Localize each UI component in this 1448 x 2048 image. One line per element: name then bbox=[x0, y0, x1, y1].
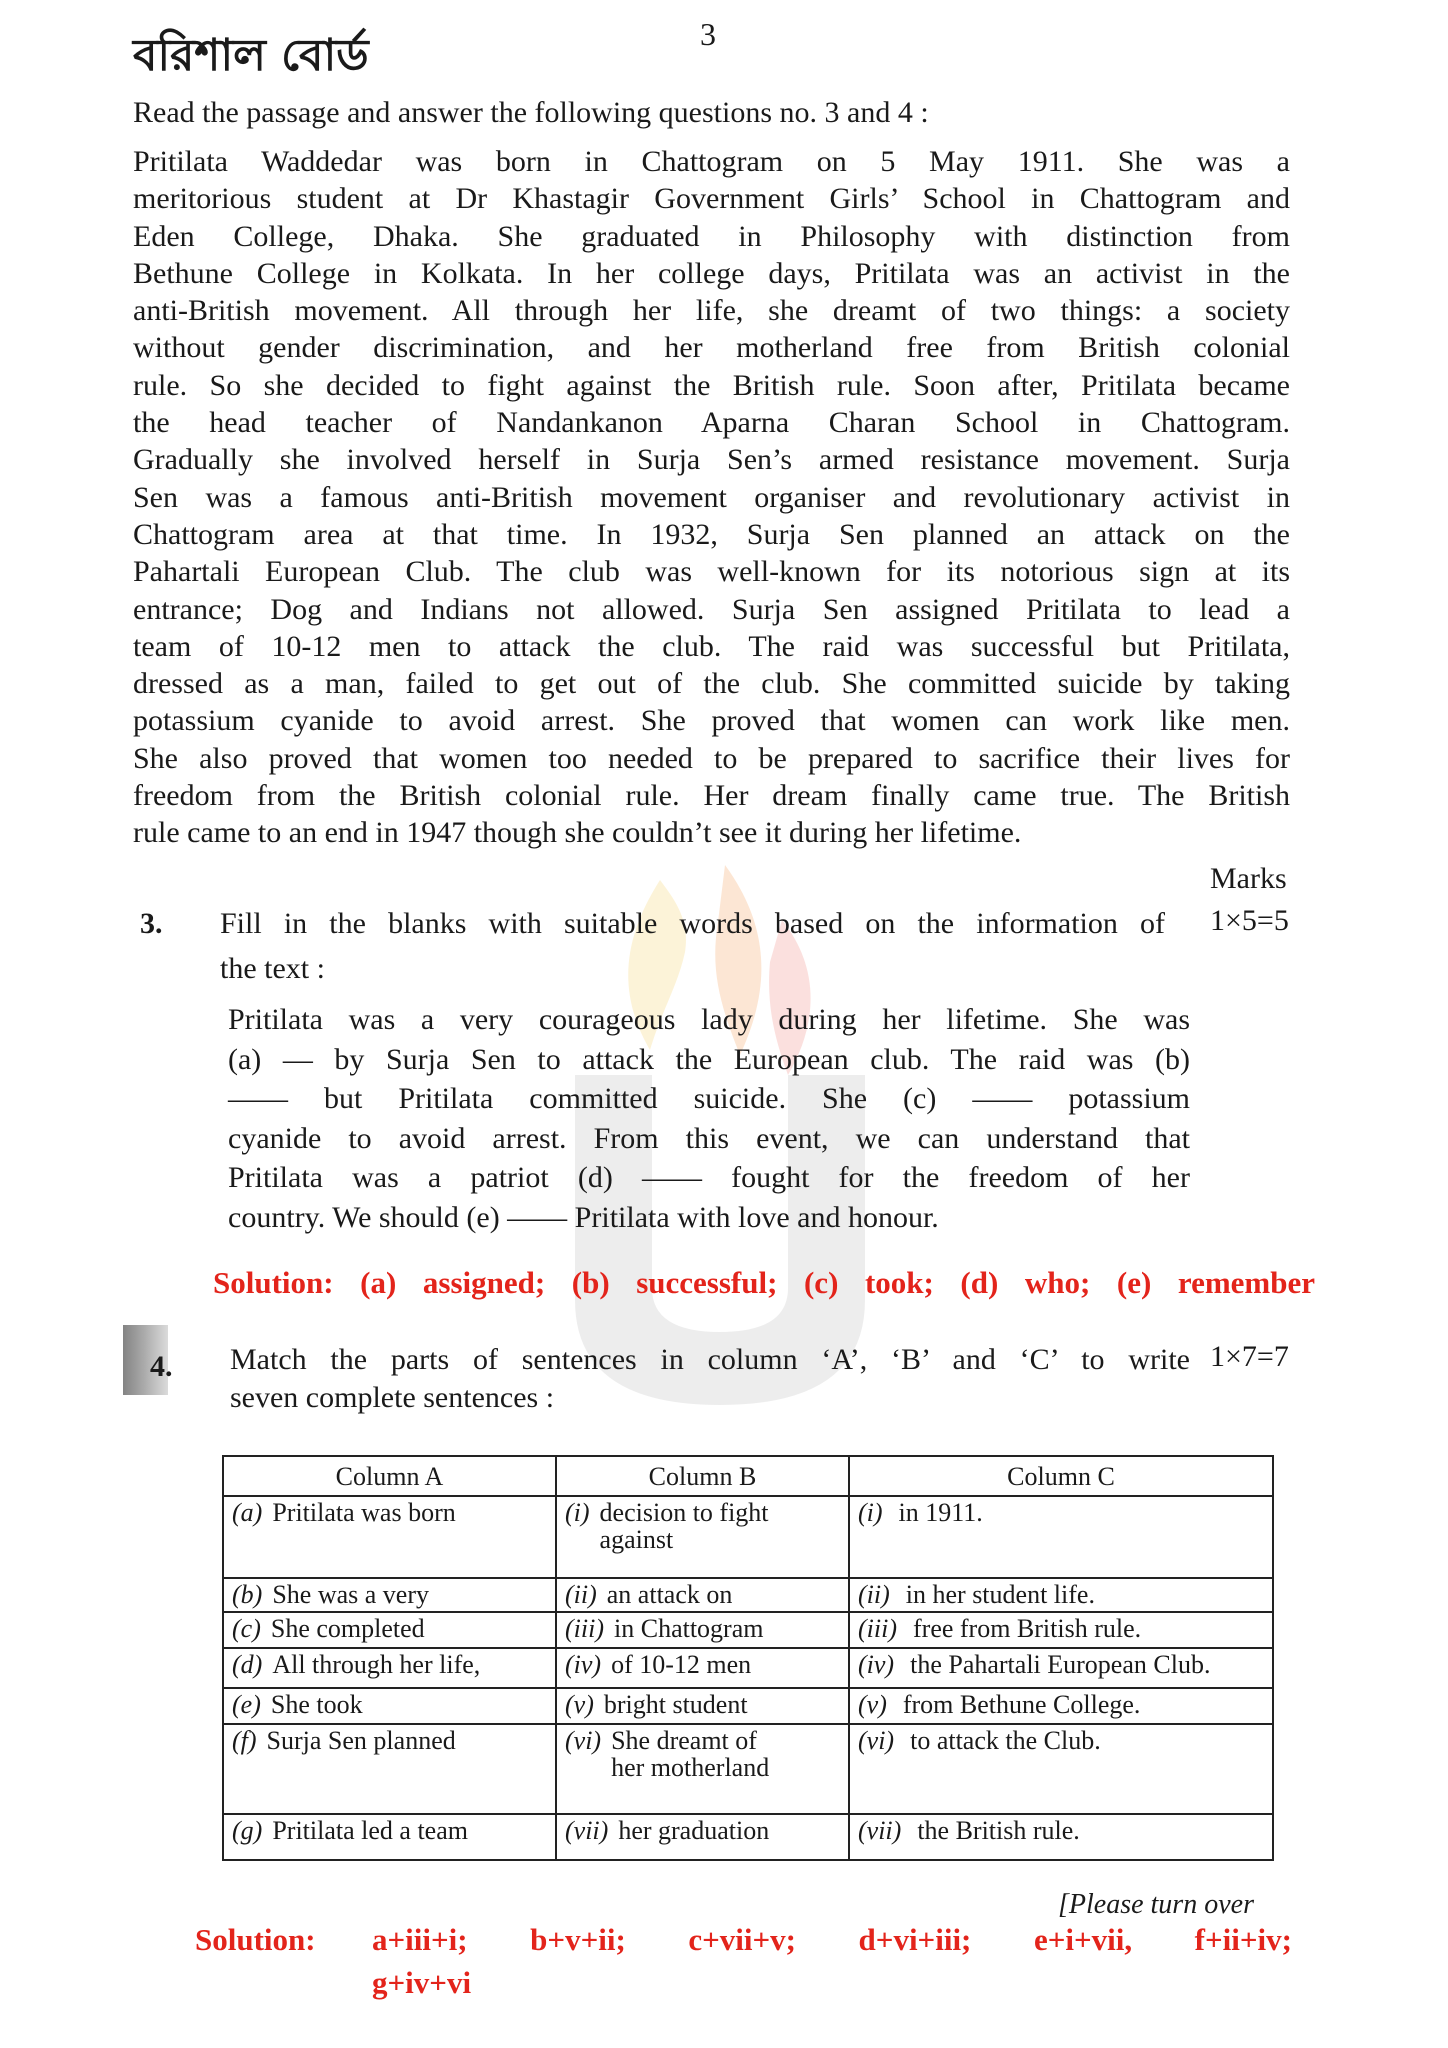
table-row bbox=[223, 1724, 1273, 1814]
column-c-cell bbox=[849, 1814, 1273, 1860]
passage-line: freedom from the British colonial rule. Her dream finally came true. The British bbox=[133, 779, 1290, 813]
item-text: in 1911. bbox=[898, 1498, 983, 1527]
passage-instruction: Read the passage and answer the following questions no. 3 and 4 : bbox=[133, 96, 929, 129]
item-marker: (b) bbox=[232, 1580, 263, 1609]
passage-line: Chattogram area at that time. In 1932, Surja Sen planned an attack on the bbox=[133, 517, 1290, 551]
passage bbox=[133, 143, 1290, 852]
blank-text-line: Pritilata was a patriot (d) —— fought for the freedom of her bbox=[228, 1161, 1190, 1195]
passage-line: rule came to an end in 1947 though she couldn’t see it during her lifetime. bbox=[133, 816, 1022, 850]
item-marker: (g) bbox=[232, 1816, 263, 1845]
table-row bbox=[223, 1578, 1273, 1612]
item-marker: (vii) bbox=[565, 1816, 609, 1845]
question-4-solution-line: g+iv+vi bbox=[372, 1965, 472, 2000]
table-row bbox=[223, 1612, 1273, 1648]
column-a-cell bbox=[223, 1578, 556, 1612]
item-marker: (iv) bbox=[565, 1650, 602, 1679]
item-text: All through her life, bbox=[272, 1650, 481, 1679]
column-c-cell bbox=[849, 1648, 1273, 1688]
passage-line: Pahartali European Club. The club was well-known for its notorious sign at its bbox=[133, 555, 1290, 589]
column-b-cell bbox=[556, 1578, 849, 1612]
item-text: Surja Sen planned bbox=[266, 1726, 456, 1755]
item-marker: (a) bbox=[232, 1498, 263, 1527]
item-marker: (ii) bbox=[565, 1580, 597, 1609]
item-marker: (iii) bbox=[565, 1614, 604, 1643]
table-row bbox=[223, 1496, 1273, 1578]
question-3-marks: 1×5=5 bbox=[1210, 904, 1289, 937]
item-text: her graduation bbox=[618, 1816, 770, 1845]
column-c-cell bbox=[849, 1612, 1273, 1648]
passage-line: Sen was a famous anti-British movement organiser and revolutionary activist in bbox=[133, 480, 1290, 514]
column-b-cell bbox=[556, 1814, 849, 1860]
item-marker: (c) bbox=[232, 1614, 261, 1643]
item-text: to attack the Club. bbox=[910, 1726, 1101, 1755]
item-text: bright student bbox=[603, 1690, 748, 1719]
item-text: free from British rule. bbox=[913, 1614, 1142, 1643]
blank-text-line: (a) — by Surja Sen to attack the European club. The raid was (b) bbox=[228, 1042, 1190, 1076]
item-text: in her student life. bbox=[905, 1580, 1095, 1609]
column-b-cell bbox=[556, 1688, 849, 1724]
please-turn-over-note: [Please turn over bbox=[1058, 1889, 1254, 1920]
column-a-cell bbox=[223, 1688, 556, 1724]
item-marker: (v) bbox=[858, 1690, 887, 1719]
column-a-header: Column A bbox=[223, 1456, 556, 1496]
passage-line: Bethune College in Kolkata. In her college days, Pritilata was an activist in the bbox=[133, 256, 1290, 290]
item-text: Pritilata was born bbox=[272, 1498, 456, 1527]
blank-text-line: —— but Pritilata committed suicide. She (c) —— potassium bbox=[228, 1082, 1190, 1116]
item-text: an attack on bbox=[606, 1580, 733, 1609]
table-row bbox=[223, 1814, 1273, 1860]
blank-text-line: country. We should (e) —— Pritilata with love and honour. bbox=[228, 1200, 939, 1234]
item-text: She took bbox=[270, 1690, 363, 1719]
item-marker: (i) bbox=[565, 1498, 590, 1527]
item-marker: (ii) bbox=[858, 1580, 890, 1609]
board-title: বরিশাল বোর্ড bbox=[133, 30, 369, 81]
column-a-cell bbox=[223, 1648, 556, 1688]
question-3-prompt-continued: the text : bbox=[220, 952, 325, 985]
item-marker: (iv) bbox=[858, 1650, 895, 1679]
item-marker: (i) bbox=[858, 1498, 883, 1527]
question-3-solution: Solution: (a) assigned; (b) successful; (c) took; (d) who; (e) remember bbox=[213, 1265, 1315, 1300]
item-text: from Bethune College. bbox=[902, 1690, 1141, 1719]
item-text: She dreamt of her motherland bbox=[611, 1726, 770, 1782]
table-row bbox=[223, 1688, 1273, 1724]
passage-line: team of 10-12 men to attack the club. The raid was successful but Pritilata, bbox=[133, 629, 1290, 663]
item-text: the Pahartali European Club. bbox=[910, 1650, 1211, 1679]
question-4-prompt-continued: seven complete sentences : bbox=[230, 1381, 555, 1414]
item-text: She was a very bbox=[272, 1580, 430, 1609]
item-text: of 10-12 men bbox=[611, 1650, 752, 1679]
item-text: decision to fight against bbox=[599, 1498, 769, 1554]
column-a-cell bbox=[223, 1496, 556, 1578]
column-b-cell bbox=[556, 1724, 849, 1814]
question-4-solution-line: a+iii+i; b+v+ii; c+vii+v; d+vi+iii; e+i+vii, f+ii+iv; bbox=[372, 1922, 1292, 1957]
column-c-cell bbox=[849, 1724, 1273, 1814]
item-marker: (e) bbox=[232, 1690, 261, 1719]
item-text: in Chattogram bbox=[614, 1614, 764, 1643]
page-number: 3 bbox=[700, 16, 716, 52]
passage-line: the head teacher of Nandankanon Aparna Charan School in Chattogram. bbox=[133, 406, 1290, 440]
question-4-solution-label: Solution: bbox=[195, 1922, 316, 1957]
table-header-row bbox=[223, 1456, 1273, 1496]
question-3-prompt: Fill in the blanks with suitable words based on the information of bbox=[220, 907, 1165, 940]
passage-line: potassium cyanide to avoid arrest. She proved that women can work like men. bbox=[133, 704, 1290, 738]
passage-line: Gradually she involved herself in Surja Sen’s armed resistance movement. Surja bbox=[133, 443, 1290, 477]
passage-line: Pritilata Waddedar was born in Chattogram on 5 May 1911. She was a bbox=[133, 145, 1290, 178]
matching-table bbox=[222, 1455, 1274, 1861]
question-4-number: 4. bbox=[150, 1350, 173, 1383]
question-4-marks: 1×7=7 bbox=[1210, 1340, 1289, 1373]
fill-in-the-blanks-text bbox=[228, 1000, 1190, 1238]
passage-line: rule. So she decided to fight against the British rule. Soon after, Pritilata became bbox=[133, 368, 1290, 402]
column-a-cell bbox=[223, 1724, 556, 1814]
column-b-cell bbox=[556, 1496, 849, 1578]
column-b-header: Column B bbox=[556, 1456, 849, 1496]
passage-line: entrance; Dog and Indians not allowed. Surja Sen assigned Pritilata to lead a bbox=[133, 592, 1290, 626]
item-text: Pritilata led a team bbox=[272, 1816, 468, 1845]
column-b-cell bbox=[556, 1612, 849, 1648]
item-marker: (iii) bbox=[858, 1614, 897, 1643]
blank-text-line: Pritilata was a very courageous lady during her lifetime. She was bbox=[228, 1003, 1190, 1036]
item-marker: (f) bbox=[232, 1726, 257, 1755]
column-c-cell bbox=[849, 1688, 1273, 1724]
item-text: the British rule. bbox=[917, 1816, 1080, 1845]
question-4-prompt: Match the parts of sentences in column ‘A’, ‘B’ and ‘C’ to write bbox=[230, 1343, 1190, 1376]
item-marker: (v) bbox=[565, 1690, 594, 1719]
passage-line: Eden College, Dhaka. She graduated in Philosophy with distinction from bbox=[133, 219, 1290, 253]
passage-line: She also proved that women too needed to be prepared to sacrifice their lives for bbox=[133, 741, 1290, 775]
column-c-cell bbox=[849, 1496, 1273, 1578]
column-a-cell bbox=[223, 1612, 556, 1648]
item-marker: (vi) bbox=[565, 1726, 602, 1755]
passage-line: anti-British movement. All through her life, she dreamt of two things: a society bbox=[133, 294, 1290, 328]
column-c-cell bbox=[849, 1578, 1273, 1612]
passage-line: without gender discrimination, and her motherland free from British colonial bbox=[133, 331, 1290, 365]
item-marker: (d) bbox=[232, 1650, 263, 1679]
table-row bbox=[223, 1648, 1273, 1688]
column-b-cell bbox=[556, 1648, 849, 1688]
column-a-cell bbox=[223, 1814, 556, 1860]
column-c-header: Column C bbox=[849, 1456, 1273, 1496]
item-marker: (vii) bbox=[858, 1816, 902, 1845]
marks-column-label: Marks bbox=[1210, 862, 1287, 895]
item-text: She completed bbox=[270, 1614, 425, 1643]
passage-line: dressed as a man, failed to get out of the club. She committed suicide by taking bbox=[133, 667, 1290, 701]
item-marker: (vi) bbox=[858, 1726, 895, 1755]
passage-line: meritorious student at Dr Khastagir Government Girls’ School in Chattogram and bbox=[133, 182, 1290, 216]
question-3-number: 3. bbox=[140, 907, 163, 940]
blank-text-line: cyanide to avoid arrest. From this event, we can understand that bbox=[228, 1121, 1190, 1155]
